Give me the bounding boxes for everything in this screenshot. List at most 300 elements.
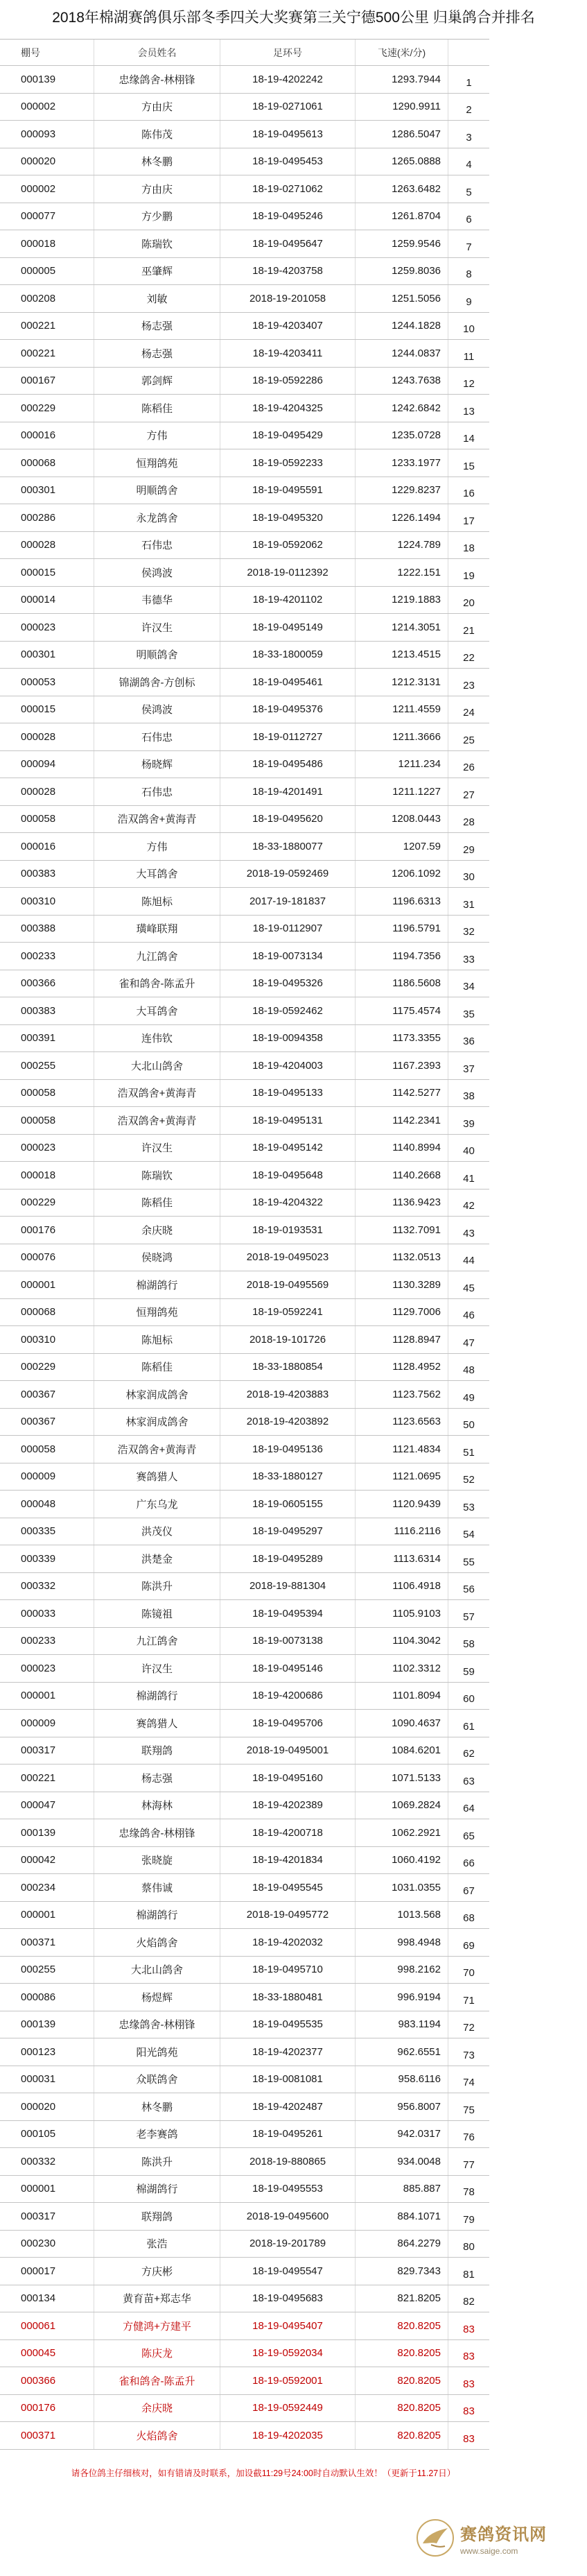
loft-cell: 000047 — [0, 1792, 94, 1819]
ring-number-cell: 18-19-4203411 — [220, 340, 356, 367]
member-name-cell: 杨煜辉 — [94, 1984, 220, 2011]
ring-number-cell: 18-19-0495297 — [220, 1518, 356, 1545]
table-row — [0, 1436, 489, 1463]
table-row — [0, 943, 489, 970]
loft-cell: 000018 — [0, 230, 94, 257]
member-name-cell: 石伟忠 — [94, 532, 220, 559]
table-row — [0, 642, 489, 669]
speed-cell: 1244.0837 — [356, 340, 448, 367]
rank-cell: 83 — [463, 2351, 475, 2362]
loft-cell: 000339 — [0, 1545, 94, 1572]
table-row — [0, 2312, 489, 2340]
member-name-cell: 陈庆龙 — [94, 2340, 220, 2367]
ring-number-cell: 18-19-0495149 — [220, 614, 356, 641]
speed-cell: 998.4948 — [356, 1929, 448, 1956]
speed-cell: 1062.2921 — [356, 1819, 448, 1846]
loft-cell: 000229 — [0, 1354, 94, 1381]
loft-cell: 000134 — [0, 2285, 94, 2312]
table-row — [0, 2121, 489, 2149]
rank-cell: 51 — [463, 1446, 475, 1459]
watermark-logo — [416, 2515, 582, 2561]
loft-cell: 000332 — [0, 2148, 94, 2175]
ring-number-cell: 18-19-0495394 — [220, 1600, 356, 1627]
ring-number-cell: 18-19-0495429 — [220, 422, 356, 449]
member-name-cell: 雀和鸽舍-陈孟升 — [94, 2367, 220, 2394]
rank-cell: 57 — [463, 1611, 475, 1623]
rank-cell: 39 — [463, 1117, 475, 1130]
member-name-cell: 忠缘鸽舍-林栩锋 — [94, 66, 220, 93]
ring-number-cell: 18-19-4201834 — [220, 1847, 356, 1874]
rank-cell: 48 — [463, 1364, 475, 1376]
table-row — [0, 778, 489, 806]
ring-number-cell: 18-19-0495620 — [220, 806, 356, 833]
rank-cell: 76 — [463, 2131, 475, 2143]
speed-cell: 1128.4952 — [356, 1354, 448, 1381]
rank-cell: 44 — [463, 1255, 475, 1266]
ring-number-cell: 18-19-0592233 — [220, 449, 356, 476]
loft-cell: 000139 — [0, 2011, 94, 2038]
member-name-cell: 洪楚金 — [94, 1545, 220, 1572]
speed-cell: 885.887 — [356, 2176, 448, 2203]
loft-cell: 000016 — [0, 422, 94, 449]
member-name-cell: 赛鸽猎人 — [94, 1463, 220, 1491]
ring-number-cell: 18-19-0592241 — [220, 1299, 356, 1326]
member-name-cell: 陈洪升 — [94, 2148, 220, 2175]
member-name-cell: 陈瑞钦 — [94, 230, 220, 257]
speed-cell: 1060.4192 — [356, 1847, 448, 1874]
table-row — [0, 1381, 489, 1409]
table-row — [0, 587, 489, 615]
loft-cell: 000017 — [0, 2258, 94, 2285]
loft-cell: 000301 — [0, 642, 94, 669]
ring-number-cell: 18-19-4202487 — [220, 2093, 356, 2120]
speed-cell: 1235.0728 — [356, 422, 448, 449]
ring-number-cell: 2018-19-101726 — [220, 1326, 356, 1353]
table-row — [0, 2395, 489, 2423]
speed-cell: 1129.7006 — [356, 1299, 448, 1326]
rank-cell: 13 — [463, 405, 475, 418]
loft-cell: 000139 — [0, 1819, 94, 1846]
member-name-cell: 浩双鸽舍+黄海青 — [94, 1107, 220, 1134]
member-name-cell: 刘敏 — [94, 285, 220, 312]
speed-cell: 1121.0695 — [356, 1463, 448, 1491]
member-name-cell: 联翔鸽 — [94, 2203, 220, 2230]
watermark-url: www.saige.com — [460, 2545, 518, 2556]
speed-cell: 820.8205 — [356, 2312, 448, 2339]
ring-number-cell: 18-19-0495376 — [220, 696, 356, 723]
loft-cell: 000317 — [0, 1737, 94, 1764]
speed-cell: 1196.6313 — [356, 888, 448, 915]
ring-number-cell: 18-19-0495613 — [220, 121, 356, 148]
speed-cell: 1102.3312 — [356, 1655, 448, 1682]
speed-cell: 1142.5277 — [356, 1080, 448, 1107]
speed-cell: 1173.3355 — [356, 1025, 448, 1052]
loft-cell: 000077 — [0, 203, 94, 230]
loft-cell: 000383 — [0, 997, 94, 1024]
speed-cell: 983.1194 — [356, 2011, 448, 2038]
table-row — [0, 2148, 489, 2176]
ring-number-cell: 18-19-0495553 — [220, 2176, 356, 2203]
member-name-cell: 韦德华 — [94, 587, 220, 614]
table-row — [0, 94, 489, 121]
rank-cell: 66 — [463, 1857, 475, 1869]
rank-cell: 32 — [463, 926, 475, 938]
ring-number-cell: 2018-19-0495772 — [220, 1902, 356, 1929]
table-row — [0, 1244, 489, 1272]
speed-cell: 1132.7091 — [356, 1217, 448, 1244]
loft-cell: 000366 — [0, 2367, 94, 2394]
member-name-cell: 巫肇辉 — [94, 258, 220, 285]
table-row — [0, 1271, 489, 1299]
member-name-cell: 明顺鸽舍 — [94, 642, 220, 669]
loft-cell: 000086 — [0, 1984, 94, 2011]
loft-cell: 000058 — [0, 1436, 94, 1463]
speed-cell: 1265.0888 — [356, 148, 448, 175]
rank-cell: 62 — [463, 1748, 475, 1760]
speed-cell: 1136.9423 — [356, 1190, 448, 1217]
rank-cell: 64 — [463, 1803, 475, 1814]
speed-cell: 1121.4834 — [356, 1436, 448, 1463]
member-name-cell: 张晓旋 — [94, 1847, 220, 1874]
loft-cell: 000031 — [0, 2066, 94, 2093]
table-row — [0, 1600, 489, 1628]
loft-cell: 000014 — [0, 587, 94, 614]
loft-cell: 000001 — [0, 2176, 94, 2203]
loft-cell: 000009 — [0, 1710, 94, 1737]
member-name-cell: 方少鹏 — [94, 203, 220, 230]
table-row — [0, 2011, 489, 2039]
speed-cell: 1212.3131 — [356, 669, 448, 696]
pigeon-logo-icon — [416, 2518, 455, 2557]
table-row — [0, 1354, 489, 1382]
table-row — [0, 477, 489, 505]
member-name-cell: 方伟 — [94, 833, 220, 860]
rank-cell: 42 — [463, 1200, 475, 1212]
table-header-row — [0, 40, 489, 66]
rank-cell: 65 — [463, 1830, 475, 1842]
loft-cell: 000310 — [0, 1326, 94, 1353]
member-name-cell: 恒翔鸽苑 — [94, 449, 220, 476]
rank-cell: 82 — [463, 2296, 475, 2308]
loft-cell: 000009 — [0, 1463, 94, 1491]
speed-cell: 820.8205 — [356, 2340, 448, 2367]
rank-cell: 83 — [463, 2432, 475, 2445]
loft-cell: 000048 — [0, 1491, 94, 1518]
member-name-cell: 黄育苗+郑志华 — [94, 2285, 220, 2312]
rank-cell: 83 — [463, 2378, 475, 2390]
ring-number-cell: 18-19-0495320 — [220, 504, 356, 531]
ring-number-cell: 18-19-0495261 — [220, 2121, 356, 2148]
rank-cell: 3 — [466, 131, 472, 144]
ring-number-cell: 18-19-4201491 — [220, 778, 356, 805]
speed-cell: 1211.1227 — [356, 778, 448, 805]
rank-cell: 23 — [463, 679, 475, 692]
member-name-cell: 大耳鸽舍 — [94, 861, 220, 888]
ranking-table — [0, 39, 489, 2450]
rank-cell: 81 — [463, 2268, 475, 2281]
member-name-cell: 蔡伟诚 — [94, 1874, 220, 1901]
ring-number-cell: 18-19-0112727 — [220, 723, 356, 750]
speed-cell: 1186.5608 — [356, 970, 448, 997]
ring-number-cell: 18-19-4202035 — [220, 2422, 356, 2449]
ring-number-cell: 18-19-0592062 — [220, 532, 356, 559]
table-row — [0, 2038, 489, 2066]
ring-number-cell: 18-19-0495407 — [220, 2312, 356, 2339]
watermark-name: 赛鸽资讯网 — [460, 2525, 547, 2544]
ring-number-cell: 18-19-0271061 — [220, 94, 356, 121]
rank-cell: 54 — [463, 1529, 475, 1540]
speed-cell: 1251.5056 — [356, 285, 448, 312]
rank-cell: 17 — [463, 515, 475, 527]
member-name-cell: 忠缘鸽舍-林栩锋 — [94, 2011, 220, 2038]
table-row — [0, 614, 489, 642]
speed-cell: 956.8007 — [356, 2093, 448, 2120]
member-name-cell: 阳光鸽苑 — [94, 2038, 220, 2066]
table-row — [0, 203, 489, 231]
member-name-cell: 方伟 — [94, 422, 220, 449]
loft-cell: 000033 — [0, 1600, 94, 1627]
page-title: 2018年棉湖赛鸽俱乐部冬季四关大奖赛第三关宁德500公里 归巢鸽合并排名 — [52, 10, 535, 26]
loft-cell: 000332 — [0, 1573, 94, 1600]
member-name-cell: 林冬鹏 — [94, 148, 220, 175]
loft-cell: 000058 — [0, 1107, 94, 1134]
ring-number-cell: 18-19-0495591 — [220, 477, 356, 504]
speed-cell: 1224.789 — [356, 532, 448, 559]
member-name-cell: 杨晓辉 — [94, 751, 220, 778]
loft-cell: 000221 — [0, 340, 94, 367]
speed-cell: 1233.1977 — [356, 449, 448, 476]
ring-number-cell: 2018-19-881304 — [220, 1573, 356, 1600]
table-row — [0, 368, 489, 395]
member-name-cell: 许汉生 — [94, 1655, 220, 1682]
speed-cell: 1132.0513 — [356, 1244, 448, 1271]
speed-cell: 998.2162 — [356, 1957, 448, 1984]
loft-cell: 000229 — [0, 395, 94, 422]
member-name-cell: 九江鸽舍 — [94, 1628, 220, 1655]
loft-cell: 000301 — [0, 477, 94, 504]
ring-number-cell: 18-19-0495545 — [220, 1874, 356, 1901]
loft-cell: 000139 — [0, 66, 94, 93]
speed-cell: 934.0048 — [356, 2148, 448, 2175]
table-row — [0, 2066, 489, 2094]
member-name-cell: 石伟忠 — [94, 778, 220, 805]
rank-cell: 9 — [466, 295, 472, 308]
ring-number-cell: 18-19-4202242 — [220, 66, 356, 93]
ring-number-cell: 18-19-0495133 — [220, 1080, 356, 1107]
ring-number-cell: 18-19-0081081 — [220, 2066, 356, 2093]
loft-cell: 000388 — [0, 916, 94, 943]
speed-cell: 1090.4637 — [356, 1710, 448, 1737]
member-name-cell: 陈瑞钦 — [94, 1162, 220, 1189]
loft-cell: 000023 — [0, 1135, 94, 1162]
ring-number-cell: 18-19-0592462 — [220, 997, 356, 1024]
member-name-cell: 陈洪升 — [94, 1573, 220, 1600]
speed-cell: 1222.151 — [356, 559, 448, 586]
ring-number-cell: 18-19-0495246 — [220, 203, 356, 230]
table-row — [0, 669, 489, 696]
ring-number-cell: 18-19-4202032 — [220, 1929, 356, 1956]
header-rank — [448, 40, 489, 65]
speed-cell: 1175.4574 — [356, 997, 448, 1024]
rank-cell: 20 — [463, 597, 475, 609]
rank-cell: 60 — [463, 1693, 475, 1705]
ring-number-cell: 18-19-0495486 — [220, 751, 356, 778]
ring-number-cell: 2018-19-0592469 — [220, 861, 356, 888]
member-name-cell: 侯晓鸿 — [94, 1244, 220, 1271]
ring-number-cell: 18-19-4200686 — [220, 1683, 356, 1710]
rank-cell: 36 — [463, 1036, 475, 1047]
member-name-cell: 杨志强 — [94, 1764, 220, 1792]
loft-cell: 000167 — [0, 368, 94, 395]
speed-cell: 1167.2393 — [356, 1052, 448, 1079]
member-name-cell: 石伟忠 — [94, 723, 220, 750]
rank-cell: 27 — [463, 789, 475, 801]
loft-cell: 000317 — [0, 2203, 94, 2230]
speed-cell: 1116.2116 — [356, 1518, 448, 1545]
loft-cell: 000028 — [0, 532, 94, 559]
loft-cell: 000053 — [0, 669, 94, 696]
rank-cell: 55 — [463, 1556, 475, 1568]
ring-number-cell: 2018-19-201789 — [220, 2231, 356, 2258]
table-body — [0, 66, 489, 2450]
speed-cell: 1106.4918 — [356, 1573, 448, 1600]
loft-cell: 000367 — [0, 1409, 94, 1436]
rank-cell: 30 — [463, 871, 475, 883]
member-name-cell: 方由庆 — [94, 94, 220, 121]
speed-cell: 1104.3042 — [356, 1628, 448, 1655]
speed-cell: 1226.1494 — [356, 504, 448, 531]
rank-cell: 40 — [463, 1145, 475, 1157]
ring-number-cell: 18-19-0495706 — [220, 1710, 356, 1737]
table-row — [0, 970, 489, 998]
speed-cell: 1069.2824 — [356, 1792, 448, 1819]
member-name-cell: 陈镜祖 — [94, 1600, 220, 1627]
member-name-cell: 洪茂仪 — [94, 1518, 220, 1545]
table-row — [0, 340, 489, 368]
rank-cell: 29 — [463, 843, 475, 856]
table-row — [0, 916, 489, 943]
member-name-cell: 火焰鸽舍 — [94, 1929, 220, 1956]
table-row — [0, 1984, 489, 2011]
rank-cell: 53 — [463, 1501, 475, 1513]
loft-cell: 000005 — [0, 258, 94, 285]
loft-cell: 000001 — [0, 1271, 94, 1298]
rank-cell: 10 — [463, 323, 475, 335]
loft-cell: 000335 — [0, 1518, 94, 1545]
rank-cell: 2 — [466, 104, 472, 116]
table-row — [0, 2203, 489, 2231]
loft-cell: 000058 — [0, 1080, 94, 1107]
ring-number-cell: 18-19-4203407 — [220, 313, 356, 340]
speed-cell: 1290.9911 — [356, 94, 448, 121]
ring-number-cell: 2018-19-0495600 — [220, 2203, 356, 2230]
loft-cell: 000061 — [0, 2312, 94, 2339]
loft-cell: 000255 — [0, 1052, 94, 1079]
table-row — [0, 1792, 489, 1820]
rank-cell: 14 — [463, 433, 475, 445]
rank-cell: 8 — [466, 268, 472, 280]
table-row — [0, 2340, 489, 2368]
member-name-cell: 浩双鸽舍+黄海青 — [94, 806, 220, 833]
loft-cell: 000018 — [0, 1162, 94, 1189]
speed-cell: 1293.7944 — [356, 66, 448, 93]
speed-cell: 1084.6201 — [356, 1737, 448, 1764]
loft-cell: 000076 — [0, 1244, 94, 1271]
ring-number-cell: 18-19-0495142 — [220, 1135, 356, 1162]
loft-cell: 000391 — [0, 1025, 94, 1052]
rank-cell: 63 — [463, 1775, 475, 1787]
speed-cell: 1013.568 — [356, 1902, 448, 1929]
speed-cell: 820.8205 — [356, 2367, 448, 2394]
table-row — [0, 449, 489, 477]
ring-number-cell: 18-19-0271062 — [220, 175, 356, 203]
table-row — [0, 1518, 489, 1546]
ring-number-cell: 18-19-0495326 — [220, 970, 356, 997]
rank-cell: 83 — [463, 2323, 475, 2335]
table-row — [0, 1628, 489, 1656]
ring-number-cell: 2018-19-0112392 — [220, 559, 356, 586]
speed-cell: 1259.8036 — [356, 258, 448, 285]
loft-cell: 000105 — [0, 2121, 94, 2148]
rank-cell: 34 — [463, 981, 475, 993]
ring-number-cell: 18-19-0495289 — [220, 1545, 356, 1572]
member-name-cell: 陈稻佳 — [94, 395, 220, 422]
speed-cell: 1243.7638 — [356, 368, 448, 395]
table-row — [0, 2258, 489, 2285]
table-row — [0, 1874, 489, 1902]
loft-cell: 000015 — [0, 559, 94, 586]
rank-cell: 74 — [463, 2077, 475, 2088]
speed-cell: 1211.234 — [356, 751, 448, 778]
member-name-cell: 锦湖鸽舍-方创标 — [94, 669, 220, 696]
member-name-cell: 方健鸿+方建平 — [94, 2312, 220, 2339]
ring-number-cell: 2018-19-4203883 — [220, 1381, 356, 1408]
member-name-cell: 杨志强 — [94, 340, 220, 367]
member-name-cell: 广东乌龙 — [94, 1491, 220, 1518]
ring-number-cell: 2017-19-181837 — [220, 888, 356, 915]
rank-cell: 6 — [466, 214, 472, 225]
member-name-cell: 方庆彬 — [94, 2258, 220, 2285]
ring-number-cell: 2018-19-0495023 — [220, 1244, 356, 1271]
table-row — [0, 532, 489, 560]
table-row — [0, 1190, 489, 1217]
rank-cell: 79 — [463, 2213, 475, 2226]
ring-number-cell: 2018-19-0495569 — [220, 1271, 356, 1298]
speed-cell: 1142.2341 — [356, 1107, 448, 1134]
ring-number-cell: 18-19-0495683 — [220, 2285, 356, 2312]
member-name-cell: 大北山鸽舍 — [94, 1052, 220, 1079]
rank-cell: 24 — [463, 707, 475, 719]
table-row — [0, 285, 489, 313]
loft-cell: 000015 — [0, 696, 94, 723]
table-row — [0, 751, 489, 779]
table-row — [0, 696, 489, 724]
speed-cell: 942.0317 — [356, 2121, 448, 2148]
rank-cell: 21 — [463, 624, 475, 637]
rank-cell: 35 — [463, 1008, 475, 1020]
ring-number-cell: 18-33-1800059 — [220, 642, 356, 669]
speed-cell: 1219.1883 — [356, 587, 448, 614]
ring-number-cell: 2018-19-0495001 — [220, 1737, 356, 1764]
ring-number-cell: 18-19-4204322 — [220, 1190, 356, 1217]
table-row — [0, 861, 489, 888]
table-row — [0, 888, 489, 916]
speed-cell: 1031.0355 — [356, 1874, 448, 1901]
member-name-cell: 明顺鸽舍 — [94, 477, 220, 504]
speed-cell: 821.8205 — [356, 2285, 448, 2312]
member-name-cell: 侯鸿波 — [94, 559, 220, 586]
member-name-cell: 张浩 — [94, 2231, 220, 2258]
